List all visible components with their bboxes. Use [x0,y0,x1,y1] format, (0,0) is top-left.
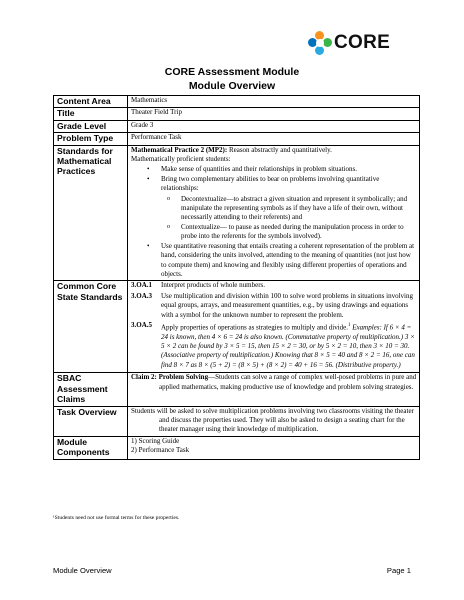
module-overview-table [53,95,420,460]
page-number: Page 1 [386,566,411,575]
component-1: 1) Scoring Guide [131,436,180,445]
mp2-heading: Mathematical Practice 2 (MP2): [131,145,228,154]
label-content-area: Content Area [54,96,128,108]
row-common-core [54,281,420,373]
value-sbac [128,373,420,406]
value-standards-practices [128,145,420,281]
standard-code: 3.OA.1 [131,281,152,290]
sbac-claim [131,373,417,392]
standard-3oa3 [131,292,417,320]
footnote-marker: 1 [348,322,351,328]
page-footer [53,566,411,575]
component-2: 2) Performance Task [131,446,190,455]
row-standards-practices [54,145,420,281]
label-module-components: Module Components [54,436,128,459]
row-content-area [54,96,420,108]
footer-left: Module Overview [53,566,112,575]
footnote: ¹Students need not use formal terms for these properties. [53,515,180,521]
mp2-intro-line2: Mathematically proficient students: [131,155,231,164]
mp2-sub-1: o Decontextualize—to abstract a given situation and represent it symbolically; and manipulate the representing symbols as if they have a life of their own, without necessarily attending to their referents) and [161,195,417,223]
mp2-sub-2: o Contextualize— to pause as needed during the manipulation process in order to probe into the referents for the symbols involved). [161,223,417,242]
label-sbac: SBAC Assessment Claims [54,373,128,406]
standard-examples: Examples: If 6 × 4 = 24 is known, then 4 × 6 = 24 is also known. (Commutative property of multiplication.) 3 × 5 × 2 can be found by 3 × 5 = 15, then 15 × 2 = 30, or by 5 × 2 = 10, then 3 × 10 = 30. (Associative property of multiplication.) Knowing that 8 × 5 = 40 and 8 × 2 = 16, one can find 8 × 7 as 8 × (5 + 2) = (8 × 5) + (8 × 2) = 40 + 16 = 56. (Distributive property.) [161,323,415,369]
row-module-components [54,436,420,459]
label-task-overview: Task Overview [54,406,128,436]
label-grade-level: Grade Level [54,120,128,132]
label-common-core: Common Core State Standards [54,281,128,373]
value-module-components [128,436,420,459]
standard-code: 3.OA.3 [131,291,152,300]
standard-3oa1 [131,281,417,290]
standard-text [161,321,417,370]
standard-3oa5 [131,321,417,370]
row-task-overview [54,406,420,436]
mp2-bullet-3: • Use quantitative reasoning that entails creating a coherent representation of the problem at hand, considering the units involved, attending to the meaning of quantities (not just how to compute them) and knowing and flexibly using different properties of operations and objects. [131,242,417,280]
task-overview-text: Students will be asked to solve multiplication problems involving two classrooms visiting the theater and discuss the properties used. They will also be asked to design a seating chart for the theater manager using their knowledge of multiplication. [131,406,414,434]
mp2-sub-list [161,195,417,242]
value-task-overview [128,406,420,436]
label-problem-type: Problem Type [54,133,128,145]
label-standards-practices: Standards for Mathematical Practices [54,145,128,281]
standard-text: Use multiplication and division within 100 to solve word problems in situations involving equal groups, arrays, and measurement quantities, e.g., by using drawings and equations with a symbol for the unknown number to represent the problem. [161,291,413,319]
value-problem-type: Performance Task [128,133,420,145]
page-title [0,65,464,93]
claim-text: —Students can solve a range of complex well-posed problems in pure and applied mathematics, making productive use of knowledge and problem solving strategies. [159,373,417,391]
value-content-area: Mathematics [128,96,420,108]
standard-text-a: Apply properties of operations as strategies to multiply and divide. [161,323,349,332]
row-sbac [54,373,420,406]
mp2-bullet-2 [131,175,417,242]
standard-code: 3.OA.5 [131,320,152,329]
mp2-heading-rest: Reason abstractly and quantitatively. [227,145,332,154]
value-common-core [128,281,420,373]
standard-text: Interpret products of whole numbers. [161,281,265,290]
row-grade-level [54,120,420,132]
mp2-intro [131,146,417,155]
title-line-2: Module Overview [188,80,276,92]
claim-heading: Claim 2: Problem Solving [131,373,209,382]
mp2-bullet-1: • Make sense of quantities and their relationships in problem situations. [131,165,417,174]
title-line-1: CORE Assessment Module [164,66,300,78]
value-title: Theater Field Trip [128,108,420,120]
mp2-bullet-list [131,165,417,279]
value-grade-level: Grade 3 [128,120,420,132]
core-logo [308,31,390,55]
row-title [54,108,420,120]
mp2-bullet-2-text: Bring two complementary abilities to bear on problems involving quantitative relationships: [161,174,380,193]
core-logo-icon [308,31,332,55]
label-title: Title [54,108,128,120]
logo-text: CORE [334,32,391,53]
row-problem-type [54,133,420,145]
